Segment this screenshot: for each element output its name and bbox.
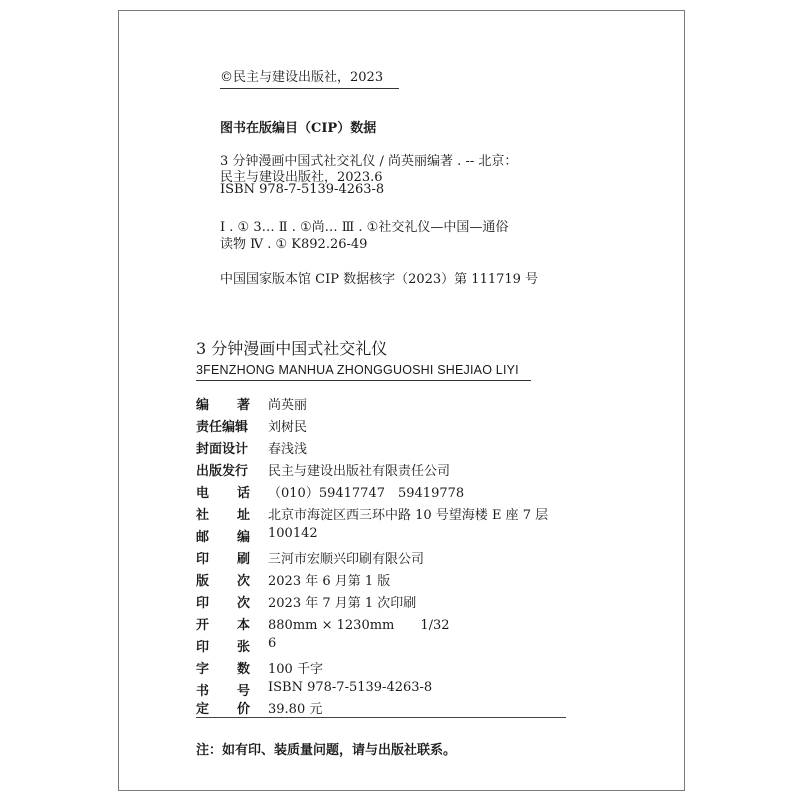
quality-note: 注：如有印、装质量问题，请与出版社联系。 (196, 743, 457, 758)
info-value: 北京市海淀区西三环中路 10 号望海楼 E 座 7 层 (268, 508, 549, 523)
info-value: 刘树民 (268, 420, 308, 435)
info-row-editor (196, 416, 307, 435)
book-title-pinyin: 3FENZHONG MANHUA ZHONGGUOSHI SHEJIAO LIYI (196, 363, 531, 381)
info-label-char: 数 (236, 662, 250, 677)
info-label-char: 著 (236, 398, 250, 413)
info-label-char: 张 (236, 640, 250, 655)
info-label-char: 电 (196, 486, 210, 501)
info-row-postcode (196, 526, 318, 545)
info-value: 三河市宏顺兴印刷有限公司 (268, 552, 425, 567)
info-row-sheets (196, 636, 276, 655)
info-value: 100142 (268, 526, 318, 541)
cip-line: 读物 Ⅳ . ① K892.26-49 (220, 237, 368, 252)
copyright-line: ©民主与建设出版社，2023 (220, 66, 399, 89)
info-label-char: 印 (196, 552, 210, 567)
cip-number-line: 中国国家版本馆 CIP 数据核字（2023）第 111719 号 (220, 272, 539, 287)
info-row-word-count (196, 658, 323, 677)
info-value: 6 (268, 636, 277, 651)
info-value: 100 千字 (268, 662, 323, 677)
info-value: ISBN 978-7-5139-4263-8 (268, 680, 433, 695)
info-value: 2023 年 6 月第 1 版 (268, 574, 391, 589)
info-row-publisher (196, 460, 450, 479)
info-label-char: 印 (196, 596, 210, 611)
info-row-isbn (196, 680, 432, 699)
info-value: （010）59417747 59419778 (268, 486, 465, 501)
info-value: 春浅浅 (268, 442, 308, 457)
info-value: 民主与建设出版社有限责任公司 (268, 464, 451, 479)
book-title: 3 分钟漫画中国式社交礼仪 (196, 339, 388, 358)
info-label-char: 价 (236, 702, 250, 717)
info-label: 出版发行 (196, 464, 249, 479)
cip-heading: 图书在版编目（CIP）数据 (220, 121, 377, 136)
info-label-char: 邮 (196, 530, 210, 545)
info-label-char: 字 (196, 662, 210, 677)
cip-line: ISBN 978-7-5139-4263-8 (220, 182, 385, 197)
info-value: 2023 年 7 月第 1 次印刷 (268, 596, 417, 611)
info-label-char: 开 (196, 618, 210, 633)
cip-line: 民主与建设出版社，2023.6 (220, 170, 383, 185)
info-row-address (196, 504, 548, 523)
info-row-printer (196, 548, 424, 567)
info-row-phone (196, 482, 464, 501)
info-row-printing (196, 592, 416, 611)
cip-line: 3 分钟漫画中国式社交礼仪 / 尚英丽编著 . -- 北京： (220, 154, 518, 169)
info-row-cover-design (196, 438, 307, 457)
info-value: 39.80 元 (268, 702, 323, 717)
info-label-char: 定 (196, 702, 210, 717)
info-label-char: 次 (236, 574, 250, 589)
info-label: 封面设计 (196, 442, 249, 457)
info-label: 责任编辑 (196, 420, 249, 435)
info-label-char: 编 (196, 398, 210, 413)
info-label-char: 话 (236, 486, 250, 501)
info-label-char: 次 (236, 596, 250, 611)
info-value: 880mm × 1230mm 1/32 (268, 618, 450, 633)
info-label-char: 刷 (236, 552, 250, 567)
info-label-char: 号 (236, 684, 250, 699)
info-row-edition (196, 570, 390, 589)
divider-line (196, 717, 566, 718)
info-label-char: 编 (236, 530, 250, 545)
info-row-price (196, 698, 322, 717)
info-label-char: 址 (236, 508, 250, 523)
info-label-char: 书 (196, 684, 210, 699)
info-label-char: 社 (196, 508, 210, 523)
info-value: 尚英丽 (268, 398, 308, 413)
info-row-author (196, 394, 307, 413)
info-label-char: 印 (196, 640, 210, 655)
info-label-char: 版 (196, 574, 210, 589)
cip-line: Ⅰ . ① 3… Ⅱ . ①尚… Ⅲ . ①社交礼仪—中国—通俗 (220, 220, 509, 235)
info-row-format (196, 614, 450, 633)
info-label-char: 本 (236, 618, 250, 633)
